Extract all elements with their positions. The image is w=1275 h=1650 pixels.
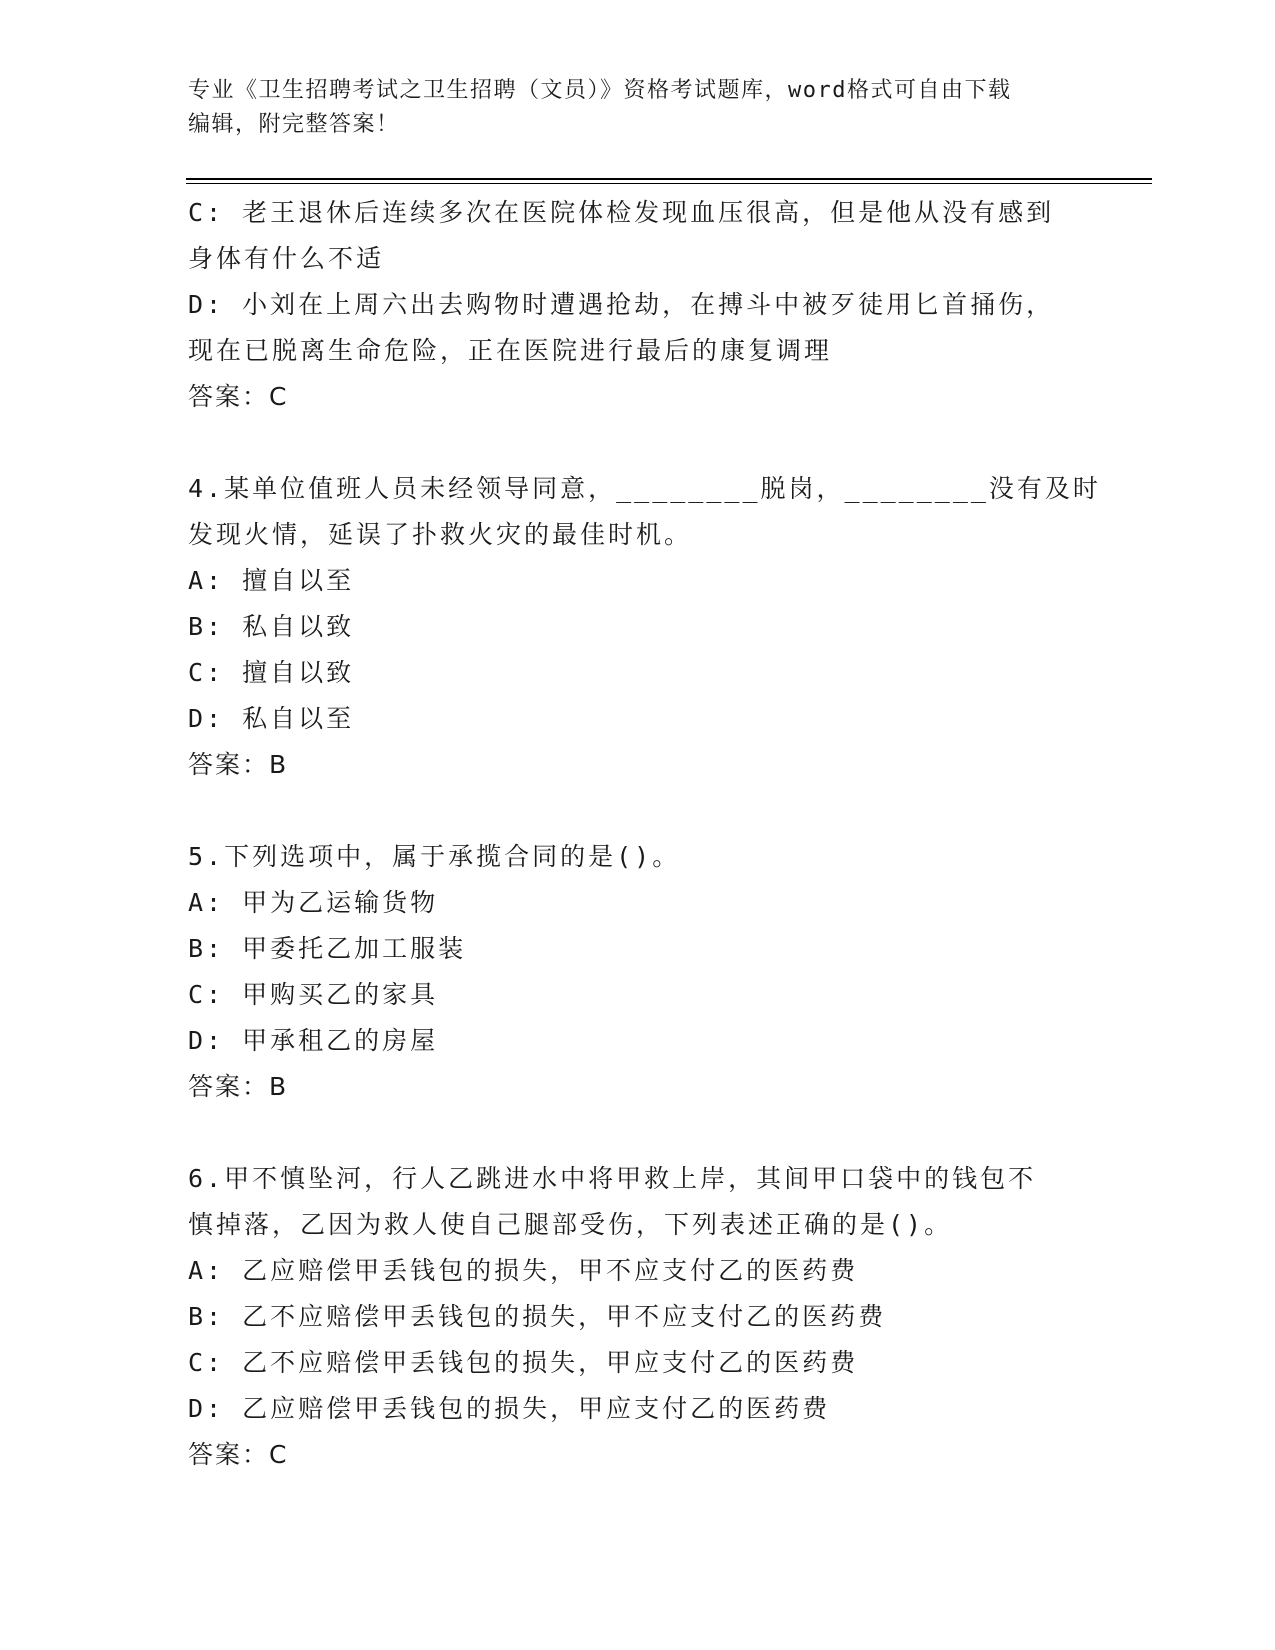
q5-option-d: D: 甲承租乙的房屋 bbox=[188, 1026, 439, 1055]
q5-answer: 答案：B bbox=[188, 1072, 289, 1101]
q3-option-d-line-2: 现在已脱离生命危险，正在医院进行最后的康复调理 bbox=[188, 336, 833, 365]
q6-option-d: D: 乙应赔偿甲丢钱包的损失，甲应支付乙的医药费 bbox=[188, 1394, 831, 1423]
q6-answer: 答案：C bbox=[188, 1440, 289, 1469]
q4-option-b: B: 私自以致 bbox=[188, 612, 355, 641]
question-list bbox=[188, 190, 1101, 1478]
q5-option-a: A: 甲为乙运输货物 bbox=[188, 888, 439, 917]
q6-stem-line-2: 慎掉落，乙因为救人使自己腿部受伤，下列表述正确的是()。 bbox=[188, 1210, 953, 1239]
q4-option-c: C: 擅自以致 bbox=[188, 658, 355, 687]
question-5 bbox=[188, 834, 1088, 1110]
q5-stem-line-1: 5.下列选项中，属于承揽合同的是()。 bbox=[188, 842, 681, 871]
q3-option-c-line-2: 身体有什么不适 bbox=[188, 244, 385, 273]
q6-stem-line-1: 6.甲不慎坠河，行人乙跳进水中将甲救上岸，其间甲口袋中的钱包不 bbox=[188, 1164, 1037, 1193]
q5-option-b: B: 甲委托乙加工服装 bbox=[188, 934, 467, 963]
header-divider-thick bbox=[186, 178, 1152, 180]
q3-option-c-line-1: C: 老王退休后连续多次在医院体检发现血压很高，但是他从没有感到 bbox=[188, 198, 1055, 227]
q4-option-a: A: 擅自以至 bbox=[188, 566, 355, 595]
q6-option-c: C: 乙不应赔偿甲丢钱包的损失，甲应支付乙的医药费 bbox=[188, 1348, 859, 1377]
q6-option-a: A: 乙应赔偿甲丢钱包的损失，甲不应支付乙的医药费 bbox=[188, 1256, 859, 1285]
header-title-line-2: 编辑，附完整答案！ bbox=[188, 112, 400, 137]
question-6 bbox=[188, 1156, 1088, 1478]
q5-option-c: C: 甲购买乙的家具 bbox=[188, 980, 439, 1009]
q6-option-b: B: 乙不应赔偿甲丢钱包的损失，甲不应支付乙的医药费 bbox=[188, 1302, 887, 1331]
header-divider-thin bbox=[186, 183, 1152, 184]
q4-answer: 答案：B bbox=[188, 750, 289, 779]
q3-option-d-line-1: D: 小刘在上周六出去购物时遭遇抢劫，在搏斗中被歹徒用匕首捅伤， bbox=[188, 290, 1055, 319]
question-4 bbox=[188, 466, 1101, 788]
question-3 bbox=[188, 190, 1088, 420]
q4-stem-line-2: 发现火情，延误了扑救火灾的最佳时机。 bbox=[188, 520, 693, 549]
header-title-line-1: 专业《卫生招聘考试之卫生招聘（文员）》资格考试题库，word格式可自由下载 bbox=[188, 78, 1012, 103]
document-header bbox=[188, 74, 1088, 142]
q4-option-d: D: 私自以至 bbox=[188, 704, 355, 733]
q4-stem-line-1: 4.某单位值班人员未经领导同意，________脱岗，________没有及时 bbox=[188, 474, 1101, 503]
q3-answer: 答案：C bbox=[188, 382, 289, 411]
